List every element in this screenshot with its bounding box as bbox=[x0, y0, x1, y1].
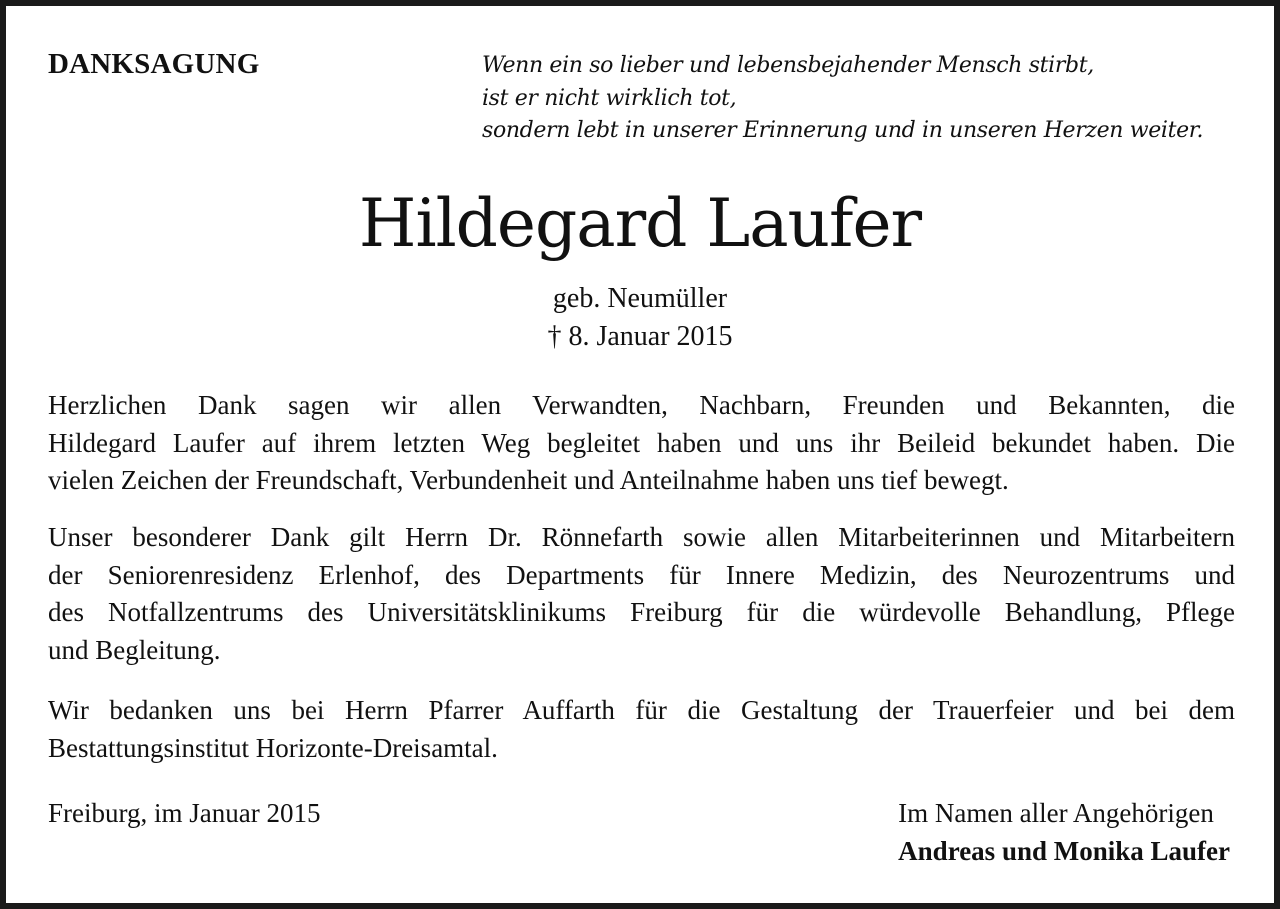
signature-block bbox=[898, 794, 1230, 870]
on-behalf-text: Im Namen aller Angehörigen bbox=[898, 798, 1214, 828]
motto-line: Wenn ein so lieber und lebensbejahender Mensch stirbt, bbox=[482, 53, 1094, 78]
motto-line: sondern lebt in unserer Erinnerung und in unseren Herzen weiter. bbox=[482, 118, 1204, 143]
paragraph-line: Hildegard Laufer auf ihrem letzten Weg begleitet haben und uns ihr Beileid bekundet haben. Die bbox=[48, 427, 1235, 458]
motto-line: ist er nicht wirklich tot, bbox=[482, 85, 737, 111]
paragraph-line: Herzlichen Dank sagen wir allen Verwandten, Nachbarn, Freunden und Bekannten, die bbox=[48, 390, 1235, 420]
paragraph-line: der Seniorenresidenz Erlenhof, des Departments für Innere Medizin, des Neurozentrums und bbox=[48, 559, 1235, 590]
death-date: † 8. Januar 2015 bbox=[547, 321, 733, 352]
paragraph-line: Unser besonderer Dank gilt Herrn Dr. Rönnefarth sowie allen Mitarbeiterinnen und Mitarbeitern bbox=[48, 522, 1235, 552]
thanks-paragraph-general bbox=[48, 387, 1235, 500]
paragraph-line: und Begleitung. bbox=[48, 634, 221, 665]
thanks-paragraph-medical bbox=[48, 519, 1235, 669]
birth-name: geb. Neumüller bbox=[552, 283, 728, 314]
motto-quote bbox=[482, 50, 1252, 148]
paragraph-line: des Notfallzentrums des Universitätsklinikums Freiburg für die würdevolle Behandlung, Pflege bbox=[48, 597, 1235, 627]
deceased-name: Hildegard Laufer bbox=[358, 185, 922, 262]
paragraph-line: Wir bedanken uns bei Herrn Pfarrer Auffarth für die Gestaltung der Trauerfeier und bei dem bbox=[48, 695, 1235, 725]
place-and-date: Freiburg, im Januar 2015 bbox=[48, 798, 321, 828]
signatory-names: Andreas und Monika Laufer bbox=[898, 836, 1230, 866]
thanks-paragraph-ceremony bbox=[48, 692, 1235, 767]
notice-heading: DANKSAGUNG bbox=[48, 48, 260, 80]
paragraph-line: vielen Zeichen der Freundschaft, Verbundenheit und Anteilnahme haben uns tief bewegt. bbox=[48, 465, 1009, 495]
paragraph-line: Bestattungsinstitut Horizonte-Dreisamtal. bbox=[48, 732, 498, 763]
